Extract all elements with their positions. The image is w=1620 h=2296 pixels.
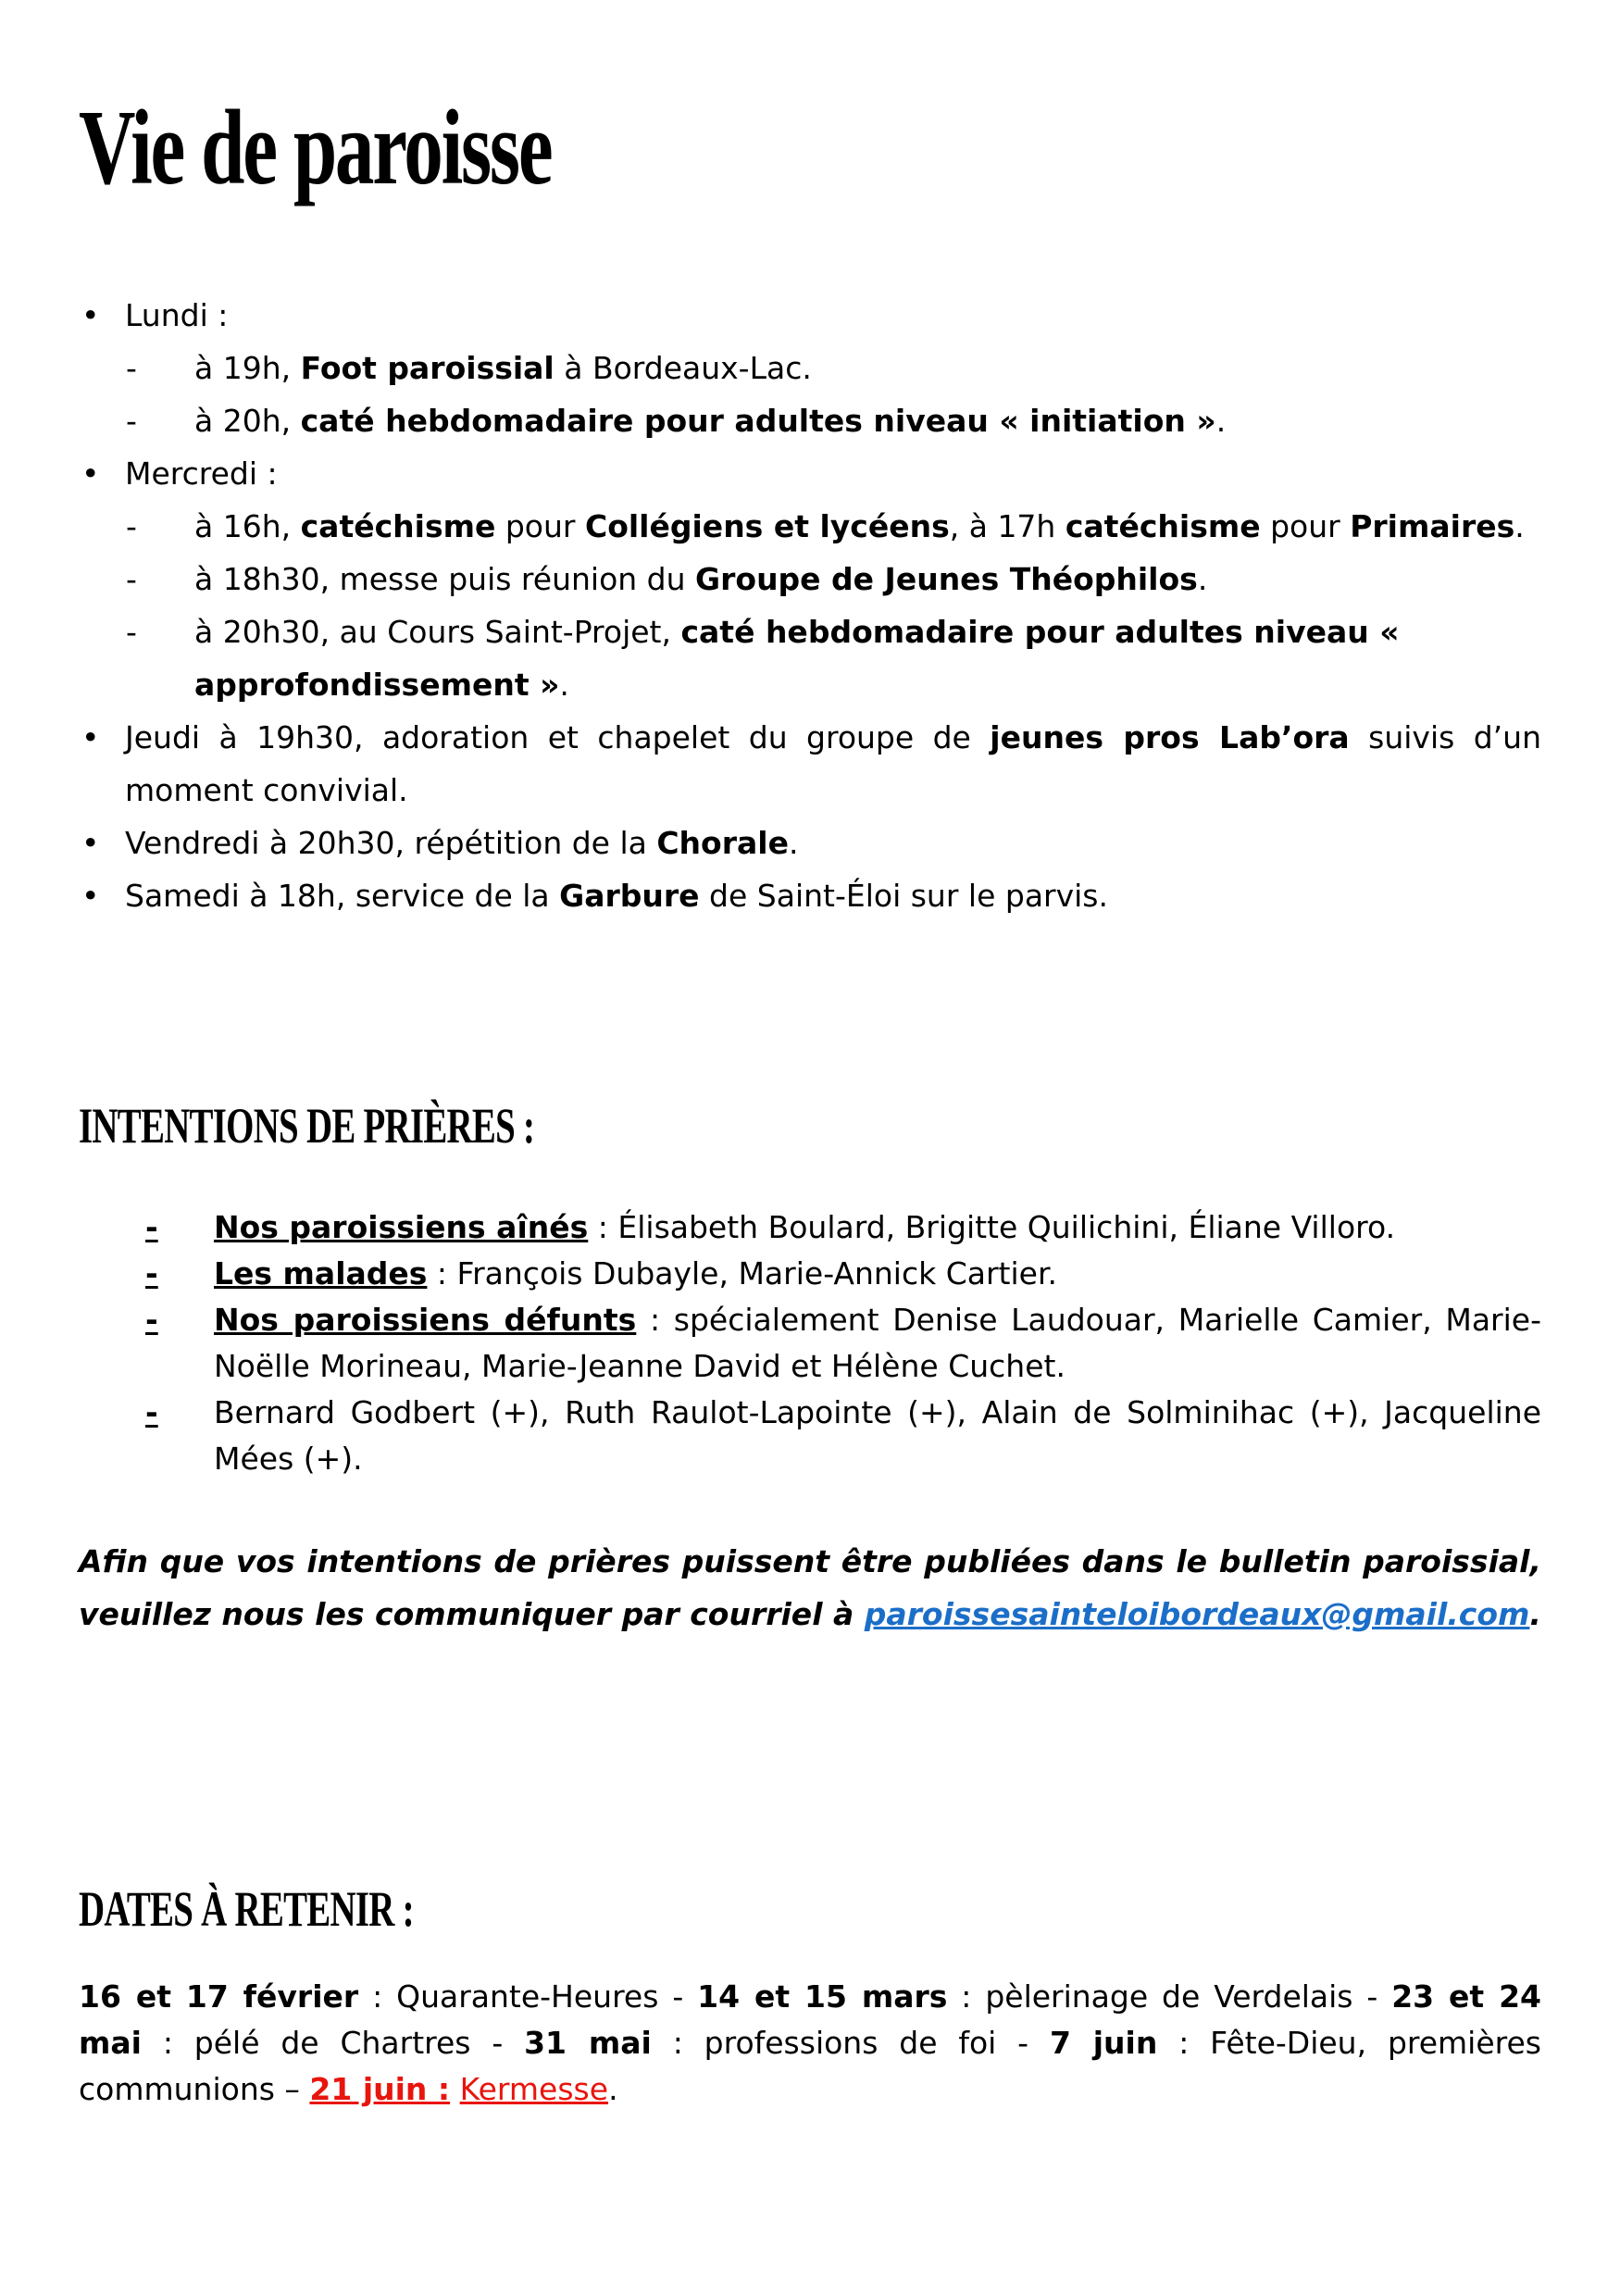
dash-icon: - [126, 349, 137, 386]
text-segment: Jeudi à 19h30, adoration et chapelet du groupe de [125, 718, 991, 755]
schedule-item [79, 869, 1541, 922]
text-segment: : Quarante-Heures - [358, 1978, 698, 2015]
dash-icon: - [145, 1301, 158, 1338]
text-segment: Mercredi : [125, 455, 278, 492]
text-segment: à 16h, [194, 507, 301, 544]
text-segment: à 18h30, messe puis réunion du [194, 560, 696, 597]
text-segment: . [1215, 402, 1227, 439]
intention-item [79, 1390, 1541, 1482]
dash-icon: - [145, 1208, 158, 1245]
text-segment: : Fête-Dieu, premières communions – [79, 2024, 1541, 2107]
schedule-item [79, 447, 1541, 500]
text-segment: . [608, 2070, 618, 2107]
text-segment: Bernard Godbert (+), Ruth Raulot-Lapointe (+), Alain de Solminihac (+), Jacqueline Mées (+). [214, 1393, 1541, 1477]
weekly-schedule-list [79, 289, 1541, 922]
text-segment: catéchisme [1065, 507, 1261, 544]
text-segment: 21 juin : [309, 2070, 451, 2107]
dash-icon: - [126, 507, 137, 544]
text-segment: Lundi : [125, 296, 229, 333]
item-text [194, 403, 1226, 439]
email-link[interactable]: paroissesainteloibordeaux@gmail.com [864, 1595, 1530, 1632]
schedule-item [79, 817, 1541, 869]
prayer-intentions-list [79, 1204, 1541, 1482]
schedule-item [79, 394, 1541, 447]
text-segment: Kermesse [459, 2070, 609, 2107]
item-text [194, 614, 1400, 703]
text-segment: pour [495, 507, 585, 544]
text-segment: à 20h30, au Cours Saint-Projet, [194, 613, 681, 650]
text-segment: : François Dubayle, Marie-Annick Cartier. [427, 1254, 1057, 1292]
item-text [214, 1255, 1057, 1292]
item-text [194, 350, 812, 386]
item-text [214, 1302, 1541, 1384]
bullet-icon: • [81, 718, 100, 755]
text-segment: : Élisabeth Boulard, Brigitte Quilichini, Éliane Villoro. [588, 1208, 1396, 1245]
schedule-item [79, 711, 1541, 817]
intentions-note [79, 1535, 1541, 1641]
text-segment: Groupe de Jeunes Théophilos [695, 560, 1198, 597]
text-segment: à 19h, [194, 349, 301, 386]
text-segment: pour [1260, 507, 1351, 544]
text-segment: Nos paroissiens aînés [214, 1208, 589, 1245]
text-segment: : spécialement Denise Laudouar, Marielle Camier, Marie-Noëlle Morineau, Marie-Jeanne David et Hélène Cuchet. [214, 1301, 1541, 1384]
text-segment: . [1529, 1595, 1541, 1632]
text-segment: : professions de foi - [651, 2024, 1050, 2061]
text-segment: . [788, 824, 799, 861]
bullet-icon: • [81, 296, 100, 333]
text-segment [450, 2071, 460, 2107]
item-text [125, 455, 278, 492]
text-segment: caté hebdomadaire pour adultes niveau « initiation » [300, 402, 1216, 439]
text-segment: Les malades [214, 1254, 428, 1292]
schedule-item [79, 289, 1541, 342]
page-title [79, 0, 1541, 215]
schedule-item [79, 500, 1541, 553]
text-segment: 7 juin [1049, 2024, 1158, 2061]
text-segment: : pèlerinage de Verdelais - [947, 1978, 1392, 2015]
item-text [125, 878, 1108, 914]
text-segment: . [1514, 507, 1525, 544]
text-segment: caté hebdomadaire pour adultes niveau « approfondissement » [194, 613, 1400, 703]
intention-item [79, 1204, 1541, 1251]
text-segment: : pélé de Chartres - [141, 2024, 525, 2061]
item-text [194, 508, 1525, 544]
text-segment: Chorale [656, 824, 789, 861]
section-heading-intentions [79, 1093, 1541, 1158]
item-text [125, 719, 1541, 808]
section-heading-dates-text: DATES À RETENIR : [79, 1880, 414, 1937]
dash-icon: - [126, 560, 137, 597]
section-heading-intentions-text: INTENTIONS DE PRIÈRES : [79, 1097, 535, 1154]
text-segment: . [559, 666, 569, 703]
text-segment: suivis d’un moment convivial. [125, 718, 1541, 808]
text-segment: Vendredi à 20h30, répétition de la [125, 824, 657, 861]
text-segment: Garbure [559, 877, 700, 914]
bullet-icon: • [81, 877, 100, 914]
text-segment: Nos paroissiens défunts [214, 1301, 637, 1338]
schedule-item [79, 342, 1541, 394]
text-segment: 23 et 24 mai [79, 1978, 1541, 2061]
item-text [125, 297, 228, 333]
text-segment: à Bordeaux-Lac. [554, 349, 812, 386]
schedule-item [79, 553, 1541, 605]
item-text [125, 825, 798, 861]
text-segment: à 20h, [194, 402, 301, 439]
text-segment: jeunes pros Lab’ora [990, 718, 1350, 755]
intention-item [79, 1297, 1541, 1390]
item-text [194, 561, 1207, 597]
schedule-item [79, 605, 1541, 711]
text-segment: catéchisme [300, 507, 496, 544]
item-text [214, 1209, 1395, 1245]
text-segment: Afin que vos intentions de prières puissent être publiées dans le bulletin paroissial, veuillez nous les communiquer par courriel à [79, 1542, 1541, 1632]
bullet-icon: • [81, 824, 100, 861]
text-segment: , à 17h [949, 507, 1065, 544]
text-segment: 14 et 15 mars [697, 1978, 948, 2015]
text-segment: Foot paroissial [300, 349, 555, 386]
text-segment: Samedi à 18h, service de la [125, 877, 560, 914]
text-segment: de Saint-Éloi sur le parvis. [699, 877, 1108, 914]
dash-icon: - [145, 1254, 158, 1292]
page-title-text: Vie de paroisse [79, 89, 552, 206]
text-segment: Primaires [1350, 507, 1515, 544]
text-segment: 16 et 17 février [79, 1978, 359, 2015]
intention-item [79, 1251, 1541, 1297]
section-heading-dates [79, 1877, 1541, 1941]
item-text [214, 1394, 1541, 1477]
dates-paragraph [79, 1974, 1541, 2113]
text-segment: Collégiens et lycéens [584, 507, 950, 544]
dash-icon: - [126, 402, 137, 439]
dash-icon: - [126, 613, 137, 650]
dash-icon: - [145, 1393, 158, 1430]
text-segment: . [1197, 560, 1208, 597]
bullet-icon: • [81, 455, 100, 492]
text-segment: 31 mai [524, 2024, 652, 2061]
